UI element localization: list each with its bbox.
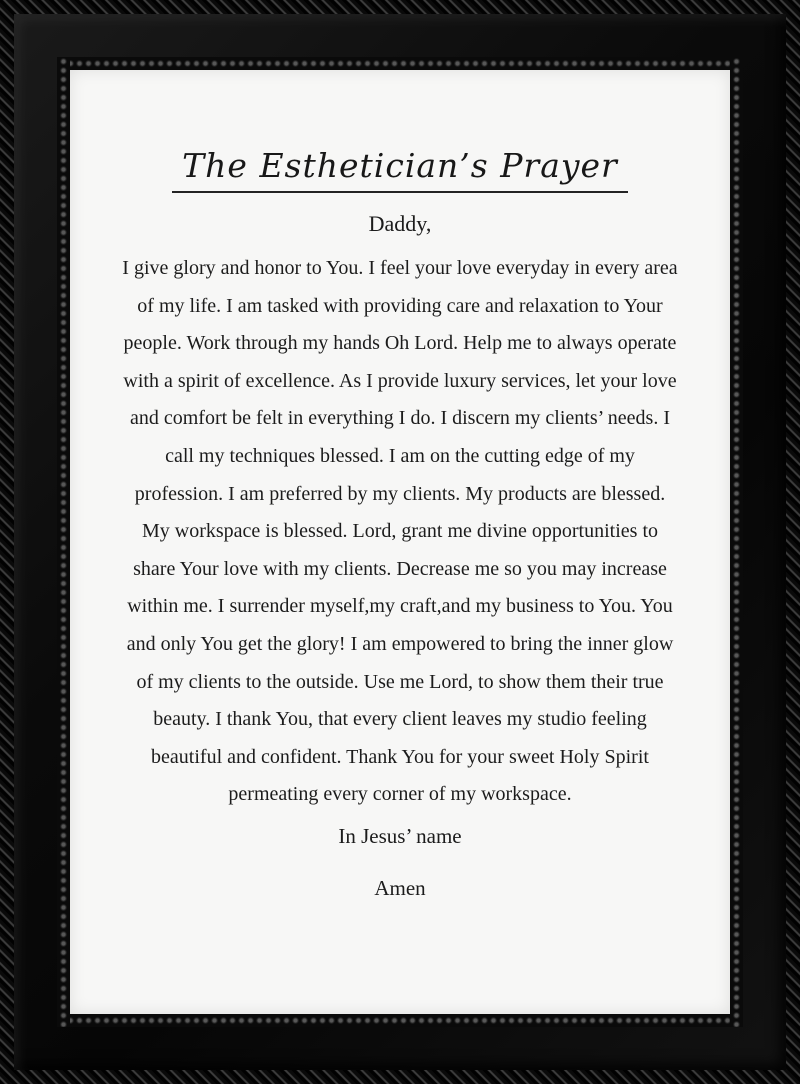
prayer-print	[70, 70, 730, 1014]
prayer-body-line: share Your love with my clients. Decrease me so you may increase	[133, 557, 667, 580]
prayer-body	[70, 250, 730, 814]
prayer-body-line: call my techniques blessed. I am on the cutting edge of my	[165, 444, 635, 467]
prayer-body-line: with a spirit of excellence. As I provide luxury services, let your love	[123, 369, 677, 392]
prayer-body-line: permeating every corner of my workspace.	[228, 783, 572, 806]
prayer-body-line: I give glory and honor to You. I feel your love everyday in every area	[122, 257, 678, 279]
prayer-title: The Esthetician’s Prayer	[172, 146, 628, 193]
prayer-body-line: and comfort be felt in everything I do. I discern my clients’ needs. I	[129, 407, 670, 430]
prayer-body-line: profession. I am preferred by my clients. My products are blessed.	[134, 482, 666, 505]
prayer-body-line: and only You get the glory! I am empowered to bring the inner glow	[126, 632, 674, 655]
amen-line: Amen	[374, 875, 426, 900]
prayer-body-line: beauty. I thank You, that every client leaves my studio feeling	[153, 708, 647, 731]
prayer-body-line: My workspace is blessed. Lord, grant me divine opportunities to	[141, 520, 658, 543]
closing-line: In Jesus’ name	[338, 823, 462, 848]
prayer-body-line: people. Work through my hands Oh Lord. Help me to always operate	[123, 332, 677, 355]
prayer-body-line: of my life. I am tasked with providing care and relaxation to Your	[137, 294, 663, 317]
prayer-body-line: beautiful and confident. Thank You for your sweet Holy Spirit	[151, 745, 649, 768]
salutation: Daddy,	[368, 211, 432, 236]
prayer-body-line: within me. I surrender myself,my craft,and my business to You. You	[127, 595, 673, 618]
prayer-body-line: of my clients to the outside. Use me Lord, to show them their true	[136, 670, 664, 693]
